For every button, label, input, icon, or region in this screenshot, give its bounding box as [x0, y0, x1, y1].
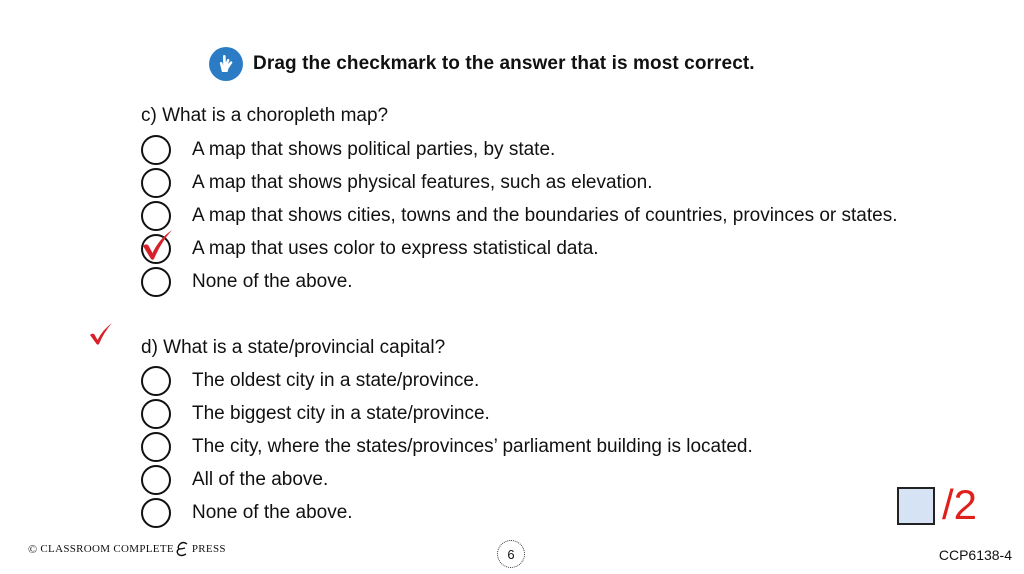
answer-radio[interactable]	[141, 201, 171, 231]
publisher-name-right: PRESS	[191, 543, 226, 555]
answer-option[interactable]	[141, 265, 898, 298]
answer-text: The oldest city in a state/province.	[192, 369, 480, 391]
answer-option[interactable]	[141, 199, 898, 232]
answer-option[interactable]	[141, 166, 898, 199]
question-title: d) What is a state/provincial capital?	[141, 337, 446, 358]
draggable-checkmark-icon[interactable]	[88, 322, 114, 346]
page-number: 6	[497, 540, 525, 568]
copyright-symbol: ©	[28, 541, 38, 556]
answer-radio[interactable]	[141, 465, 171, 495]
answer-radio[interactable]	[141, 135, 171, 165]
answer-option[interactable]	[141, 364, 753, 397]
answer-option[interactable]	[141, 463, 753, 496]
publisher-logo	[28, 540, 226, 558]
instruction-text: Drag the checkmark to the answer that is most correct.	[253, 53, 755, 74]
answer-text: The biggest city in a state/province.	[192, 402, 490, 424]
question-d	[141, 336, 753, 529]
product-code: CCP6138-4	[938, 547, 1012, 563]
answer-radio[interactable]	[141, 399, 171, 429]
answer-radio[interactable]	[141, 168, 171, 198]
placed-checkmark-icon[interactable]	[139, 228, 175, 262]
answer-text: A map that uses color to express statistical data.	[192, 237, 599, 259]
answer-option[interactable]	[141, 496, 753, 529]
question-title: c) What is a choropleth map?	[141, 105, 389, 126]
score-denominator: /2	[942, 481, 978, 528]
answer-text: A map that shows cities, towns and the boundaries of countries, provinces or states.	[192, 204, 898, 226]
answer-option[interactable]	[141, 133, 898, 166]
score-input[interactable]	[897, 487, 935, 525]
answer-text: The city, where the states/provinces’ parliament building is located.	[192, 435, 753, 457]
answer-option-selected[interactable]	[141, 232, 898, 265]
answer-text: All of the above.	[192, 468, 329, 490]
answer-text: A map that shows physical features, such as elevation.	[192, 171, 653, 193]
publisher-name-left: CLASSROOM COMPLETE	[40, 543, 174, 555]
answer-text: A map that shows political parties, by state.	[192, 138, 556, 160]
instruction-banner	[209, 46, 755, 82]
answer-radio[interactable]	[141, 267, 171, 297]
answer-radio[interactable]	[141, 498, 171, 528]
answer-radio[interactable]	[141, 366, 171, 396]
publisher-e-logo-icon	[175, 540, 191, 558]
answer-option[interactable]	[141, 397, 753, 430]
answer-option[interactable]	[141, 430, 753, 463]
answer-text: None of the above.	[192, 270, 353, 292]
hand-pointer-icon	[209, 47, 243, 81]
answer-radio[interactable]	[141, 432, 171, 462]
answer-text: None of the above.	[192, 501, 353, 523]
question-c	[141, 104, 898, 298]
